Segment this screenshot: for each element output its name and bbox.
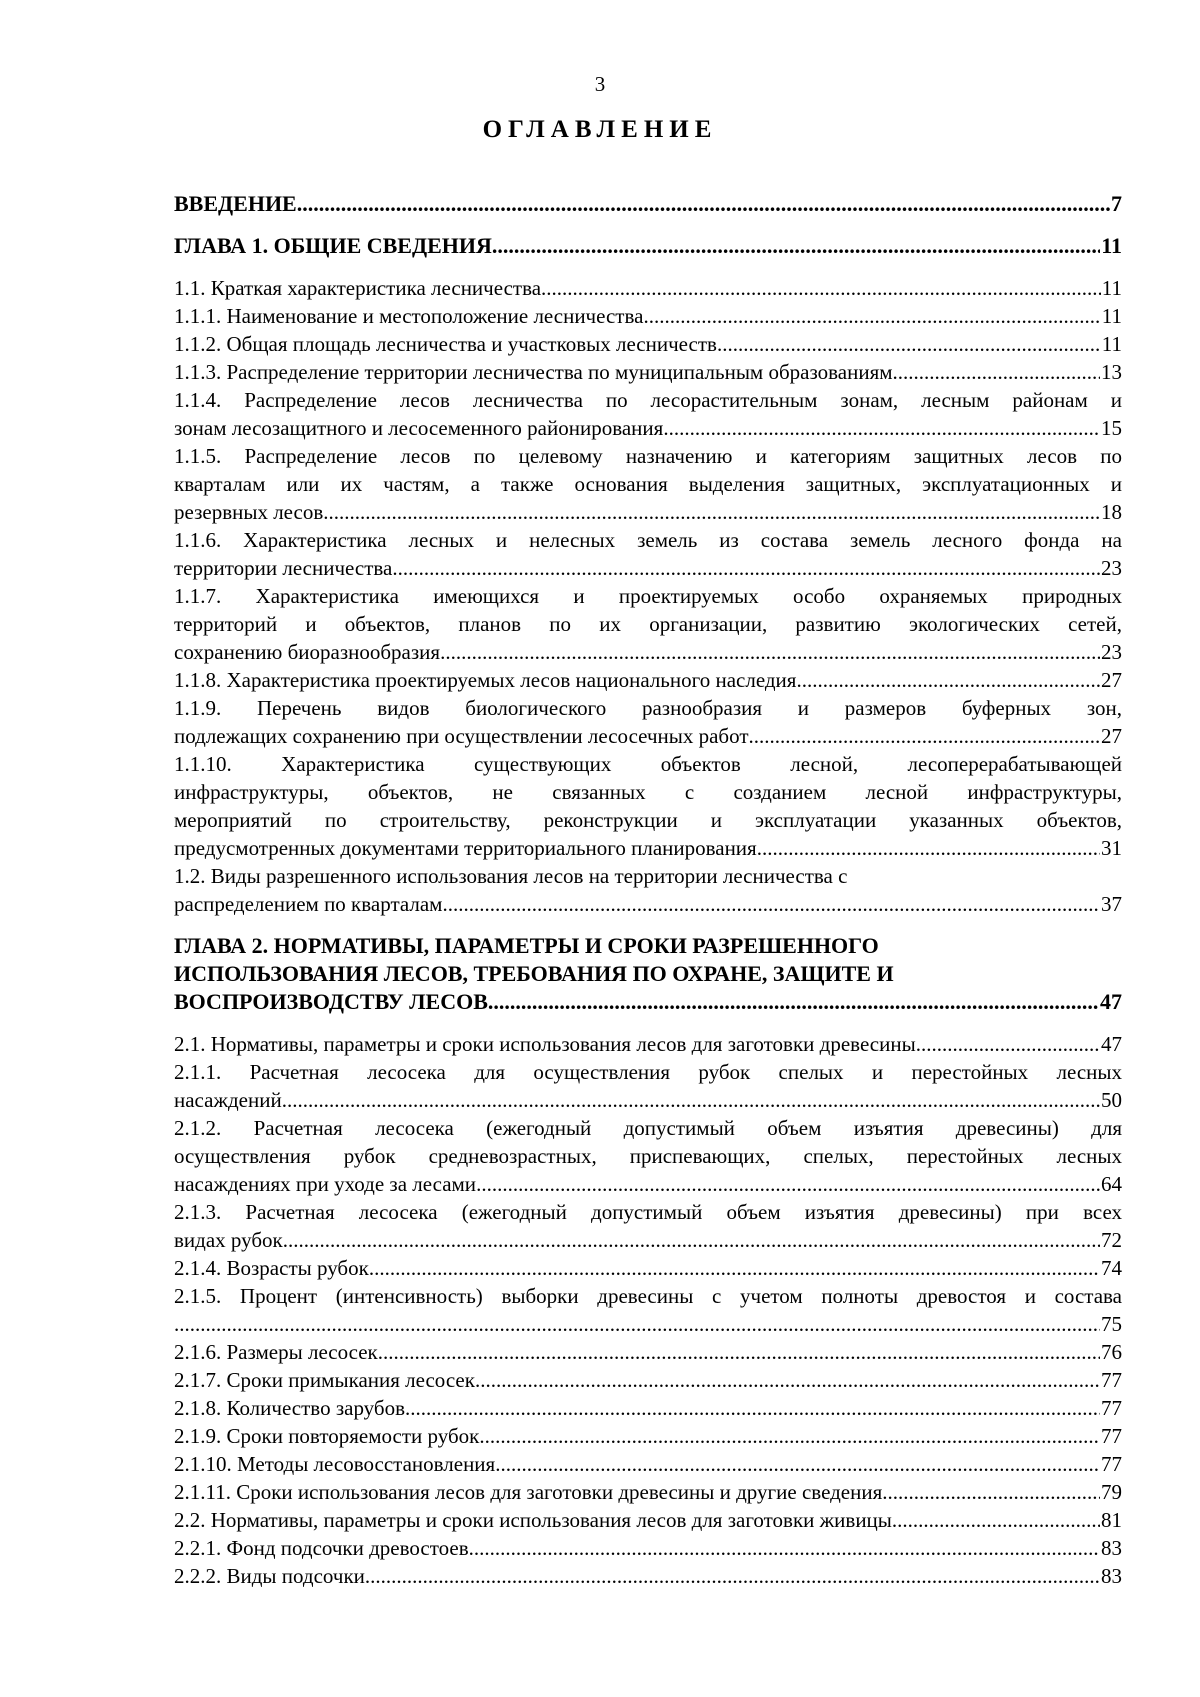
toc-page-number: 77 bbox=[1101, 1396, 1122, 1420]
toc-entry-last-line bbox=[174, 988, 1122, 1016]
toc-entry-title: насаждений bbox=[174, 1088, 282, 1112]
toc-section-entry[interactable] bbox=[174, 1394, 1122, 1422]
dot-leader bbox=[476, 1170, 1100, 1198]
toc-page-number: 15 bbox=[1101, 416, 1122, 440]
toc-entry-last-line bbox=[174, 890, 1122, 918]
dot-leader bbox=[479, 1422, 1100, 1450]
toc-entry-text-line: ГЛАВА 2. НОРМАТИВЫ, ПАРАМЕТРЫ И СРОКИ РАЗРЕШЕННОГО bbox=[174, 933, 879, 958]
toc-entry-last-line bbox=[174, 1562, 1122, 1590]
toc-page-number: 50 bbox=[1101, 1088, 1122, 1112]
toc-section-entry[interactable] bbox=[174, 666, 1122, 694]
toc-entry-last-line bbox=[174, 330, 1122, 358]
toc-entry-title: ГЛАВА 1. ОБЩИЕ СВЕДЕНИЯ bbox=[174, 233, 492, 258]
toc-entry-title: 2.1.8. Количество зарубов bbox=[174, 1396, 405, 1420]
toc-section-entry[interactable] bbox=[174, 1534, 1122, 1562]
toc-entry-last-line bbox=[174, 1422, 1122, 1450]
dot-leader bbox=[488, 988, 1099, 1016]
toc-entry-last-line bbox=[174, 1394, 1122, 1422]
toc-entry-last-line bbox=[174, 1534, 1122, 1562]
toc-entry-last-line bbox=[174, 1366, 1122, 1394]
toc-section-entry[interactable] bbox=[174, 330, 1122, 358]
dot-leader bbox=[392, 554, 1100, 582]
toc-page-number: 77 bbox=[1101, 1452, 1122, 1476]
toc-page-number: 7 bbox=[1111, 191, 1122, 216]
toc-entry-title: 2.1.9. Сроки повторяемости рубок bbox=[174, 1424, 480, 1448]
page-title: ОГЛАВЛЕНИЕ bbox=[482, 116, 718, 143]
toc-chapter-entry[interactable] bbox=[174, 232, 1122, 260]
toc-page-number: 75 bbox=[1101, 1312, 1122, 1336]
dot-leader bbox=[893, 358, 1100, 386]
dot-leader bbox=[757, 834, 1100, 862]
toc-page-number: 23 bbox=[1101, 640, 1122, 664]
toc-section-entry[interactable] bbox=[174, 302, 1122, 330]
dot-leader bbox=[492, 232, 1100, 260]
toc-entry-title: видах рубок bbox=[174, 1228, 283, 1252]
toc-section-entry[interactable] bbox=[174, 1478, 1122, 1506]
dot-leader bbox=[282, 1086, 1100, 1114]
toc-page-number: 11 bbox=[1101, 276, 1122, 300]
toc-page-number: 74 bbox=[1101, 1256, 1122, 1280]
dot-leader bbox=[440, 638, 1100, 666]
toc-section-entry[interactable] bbox=[174, 1030, 1122, 1058]
dot-leader bbox=[283, 1226, 1100, 1254]
toc-entry-text-line: инфраструктуры, объектов, не связанных с созданием лесной инфраструктуры, bbox=[174, 780, 1122, 804]
toc-section-entry[interactable] bbox=[174, 1058, 1122, 1114]
toc-chapter-entry[interactable] bbox=[174, 190, 1122, 218]
toc-entry-text-line: мероприятий по строительству, реконструкции и эксплуатации указанных объектов, bbox=[174, 808, 1122, 832]
toc-entry-text-line: 2.1.5. Процент (интенсивность) выборки древесины с учетом полноты древостоя и состава bbox=[174, 1284, 1122, 1308]
toc-entry-title: 2.1.6. Размеры лесосек bbox=[174, 1340, 378, 1364]
dot-leader bbox=[365, 1562, 1100, 1590]
table-of-contents bbox=[174, 190, 1122, 1590]
toc-section-entry[interactable] bbox=[174, 1506, 1122, 1534]
dot-leader bbox=[475, 1366, 1100, 1394]
toc-entry-title: ВОСПРОИЗВОДСТВУ ЛЕСОВ bbox=[174, 989, 488, 1014]
toc-entry-title: резервных лесов bbox=[174, 500, 324, 524]
toc-page-number: 77 bbox=[1101, 1424, 1122, 1448]
toc-entry-last-line bbox=[174, 1170, 1122, 1198]
toc-section-entry[interactable] bbox=[174, 526, 1122, 582]
page-number: 3 bbox=[594, 72, 606, 96]
toc-chapter-entry[interactable] bbox=[174, 932, 1122, 1016]
toc-page-number: 11 bbox=[1101, 233, 1122, 258]
dot-leader bbox=[643, 302, 1100, 330]
dot-leader bbox=[717, 330, 1101, 358]
toc-entry-text-line: кварталам или их частям, а также основания выделения защитных, эксплуатационных и bbox=[174, 472, 1122, 496]
toc-entry-text-line: 1.1.10. Характеристика существующих объектов лесной, лесоперерабатывающей bbox=[174, 752, 1122, 776]
toc-section-entry[interactable] bbox=[174, 862, 1122, 918]
toc-page-number: 83 bbox=[1101, 1564, 1122, 1588]
toc-page-number: 83 bbox=[1101, 1536, 1122, 1560]
toc-page-number: 13 bbox=[1101, 360, 1122, 384]
toc-entry-last-line bbox=[174, 190, 1122, 218]
toc-entry-text-line: 1.1.4. Распределение лесов лесничества по лесорастительным зонам, лесным районам и bbox=[174, 388, 1122, 412]
dot-leader bbox=[469, 1534, 1100, 1562]
toc-section-entry[interactable] bbox=[174, 442, 1122, 526]
toc-entry-title: 2.2. Нормативы, параметры и сроки использования лесов для заготовки живицы bbox=[174, 1508, 892, 1532]
toc-section-entry[interactable] bbox=[174, 1198, 1122, 1254]
toc-section-entry[interactable] bbox=[174, 1338, 1122, 1366]
toc-entry-title: ВВЕДЕНИЕ bbox=[174, 191, 297, 216]
toc-entry-title: 1.1.8. Характеристика проектируемых лесов национального наследия bbox=[174, 668, 797, 692]
toc-entry-last-line bbox=[174, 1338, 1122, 1366]
toc-entry-last-line bbox=[174, 1086, 1122, 1114]
toc-entry-last-line bbox=[174, 358, 1122, 386]
toc-entry-title: сохранению биоразнообразия bbox=[174, 640, 441, 664]
toc-section-entry[interactable] bbox=[174, 582, 1122, 666]
toc-section-entry[interactable] bbox=[174, 1422, 1122, 1450]
toc-section-entry[interactable] bbox=[174, 358, 1122, 386]
toc-page-number: 18 bbox=[1101, 500, 1122, 524]
toc-entry-title: распределением по кварталам bbox=[174, 892, 443, 916]
dot-leader bbox=[663, 414, 1100, 442]
toc-entry-title: 2.1.7. Сроки примыкания лесосек bbox=[174, 1368, 475, 1392]
toc-page-number: 27 bbox=[1101, 724, 1122, 748]
toc-entry-text-line: 1.1.6. Характеристика лесных и нелесных земель из состава земель лесного фонда на bbox=[174, 528, 1122, 552]
dot-leader bbox=[378, 1338, 1100, 1366]
toc-entry-last-line bbox=[174, 414, 1122, 442]
dot-leader bbox=[495, 1450, 1100, 1478]
toc-entry-title: 2.2.2. Виды подсочки bbox=[174, 1564, 365, 1588]
toc-entry-last-line bbox=[174, 554, 1122, 582]
dot-leader bbox=[369, 1254, 1100, 1282]
toc-page-number: 81 bbox=[1101, 1508, 1122, 1532]
toc-page-number: 76 bbox=[1101, 1340, 1122, 1364]
toc-page-number: 79 bbox=[1101, 1480, 1122, 1504]
dot-leader bbox=[916, 1030, 1100, 1058]
toc-entry-last-line bbox=[174, 1254, 1122, 1282]
toc-entry-title: 1.1.2. Общая площадь лесничества и участковых лесничеств bbox=[174, 332, 717, 356]
toc-entry-text-line: 1.1.9. Перечень видов биологического разнообразия и размеров буферных зон, bbox=[174, 696, 1122, 720]
toc-section-entry[interactable] bbox=[174, 750, 1122, 862]
toc-entry-last-line bbox=[174, 834, 1122, 862]
toc-entry-text-line: 1.1.5. Распределение лесов по целевому назначению и категориям защитных лесов по bbox=[174, 444, 1122, 468]
toc-entry-last-line bbox=[174, 666, 1122, 694]
dot-leader bbox=[405, 1394, 1100, 1422]
toc-entry-last-line bbox=[174, 638, 1122, 666]
toc-entry-text-line: 2.1.2. Расчетная лесосека (ежегодный допустимый объем изъятия древесины) для bbox=[174, 1116, 1122, 1140]
toc-entry-last-line bbox=[174, 274, 1122, 302]
toc-entry-last-line bbox=[174, 1226, 1122, 1254]
dot-leader bbox=[749, 722, 1100, 750]
toc-entry-title: 2.2.1. Фонд подсочки древостоев bbox=[174, 1536, 469, 1560]
toc-section-entry[interactable] bbox=[174, 1562, 1122, 1590]
toc-page-number: 11 bbox=[1101, 304, 1122, 328]
toc-entry-text-line: 1.2. Виды разрешенного использования лесов на территории лесничества с bbox=[174, 864, 848, 888]
toc-entry-title: 2.1.4. Возрасты рубок bbox=[174, 1256, 369, 1280]
toc-entry-title: 1.1. Краткая характеристика лесничества bbox=[174, 276, 542, 300]
dot-leader bbox=[323, 498, 1100, 526]
toc-entry-title: подлежащих сохранению при осуществлении лесосечных работ bbox=[174, 724, 749, 748]
toc-section-entry[interactable] bbox=[174, 386, 1122, 442]
toc-entry-last-line bbox=[174, 1478, 1122, 1506]
toc-entry-title: 1.1.1. Наименование и местоположение лесничества bbox=[174, 304, 644, 328]
toc-page-number: 72 bbox=[1101, 1228, 1122, 1252]
toc-entry-text-line: 2.1.3. Расчетная лесосека (ежегодный допустимый объем изъятия древесины) при всех bbox=[174, 1200, 1122, 1224]
dot-leader bbox=[174, 1310, 1100, 1338]
toc-section-entry[interactable] bbox=[174, 1114, 1122, 1198]
toc-entry-last-line bbox=[174, 498, 1122, 526]
toc-page-number: 31 bbox=[1101, 836, 1122, 860]
toc-entry-last-line bbox=[174, 1450, 1122, 1478]
toc-entry-title: зонам лесозащитного и лесосеменного районирования bbox=[174, 416, 664, 440]
toc-section-entry[interactable] bbox=[174, 274, 1122, 302]
toc-section-entry[interactable] bbox=[174, 694, 1122, 750]
dot-leader bbox=[297, 190, 1110, 218]
toc-entry-title: 2.1.10. Методы лесовосстановления bbox=[174, 1452, 496, 1476]
toc-page-number: 23 bbox=[1101, 556, 1122, 580]
toc-entry-text-line: 1.1.7. Характеристика имеющихся и проектируемых особо охраняемых природных bbox=[174, 584, 1122, 608]
toc-entry-last-line bbox=[174, 302, 1122, 330]
toc-entry-title: территории лесничества bbox=[174, 556, 393, 580]
dot-leader bbox=[892, 1506, 1100, 1534]
toc-entry-last-line bbox=[174, 1310, 1122, 1338]
toc-page-number: 64 bbox=[1101, 1172, 1122, 1196]
toc-page-number: 47 bbox=[1101, 1032, 1122, 1056]
toc-section-entry[interactable] bbox=[174, 1282, 1122, 1338]
toc-entry-text-line: ИСПОЛЬЗОВАНИЯ ЛЕСОВ, ТРЕБОВАНИЯ ПО ОХРАНЕ, ЗАЩИТЕ И bbox=[174, 961, 894, 986]
toc-entry-last-line bbox=[174, 1030, 1122, 1058]
toc-section-entry[interactable] bbox=[174, 1450, 1122, 1478]
toc-entry-text-line: территорий и объектов, планов по их организации, развитию экологических сетей, bbox=[174, 612, 1122, 636]
dot-leader bbox=[541, 274, 1101, 302]
toc-page-number: 47 bbox=[1100, 989, 1122, 1014]
toc-page-number: 11 bbox=[1101, 332, 1122, 356]
toc-section-entry[interactable] bbox=[174, 1366, 1122, 1394]
toc-entry-title: 2.1.11. Сроки использования лесов для заготовки древесины и другие сведения bbox=[174, 1480, 883, 1504]
dot-leader bbox=[442, 890, 1100, 918]
toc-entry-last-line bbox=[174, 1506, 1122, 1534]
toc-entry-title: 1.1.3. Распределение территории лесничества по муниципальным образованиям bbox=[174, 360, 893, 384]
toc-section-entry[interactable] bbox=[174, 1254, 1122, 1282]
toc-page-number: 27 bbox=[1101, 668, 1122, 692]
toc-entry-text-line: осуществления рубок средневозрастных, приспевающих, спелых, перестойных лесных bbox=[174, 1144, 1122, 1168]
dot-leader bbox=[882, 1478, 1100, 1506]
toc-entry-last-line bbox=[174, 232, 1122, 260]
toc-entry-title: насаждениях при уходе за лесами bbox=[174, 1172, 477, 1196]
toc-entry-last-line bbox=[174, 722, 1122, 750]
toc-page-number: 77 bbox=[1101, 1368, 1122, 1392]
toc-entry-title: 2.1. Нормативы, параметры и сроки использования лесов для заготовки древесины bbox=[174, 1032, 916, 1056]
toc-entry-title: предусмотренных документами территориального планирования bbox=[174, 836, 757, 860]
dot-leader bbox=[796, 666, 1100, 694]
toc-entry-text-line: 2.1.1. Расчетная лесосека для осуществления рубок спелых и перестойных лесных bbox=[174, 1060, 1122, 1084]
toc-page-number: 37 bbox=[1101, 892, 1122, 916]
